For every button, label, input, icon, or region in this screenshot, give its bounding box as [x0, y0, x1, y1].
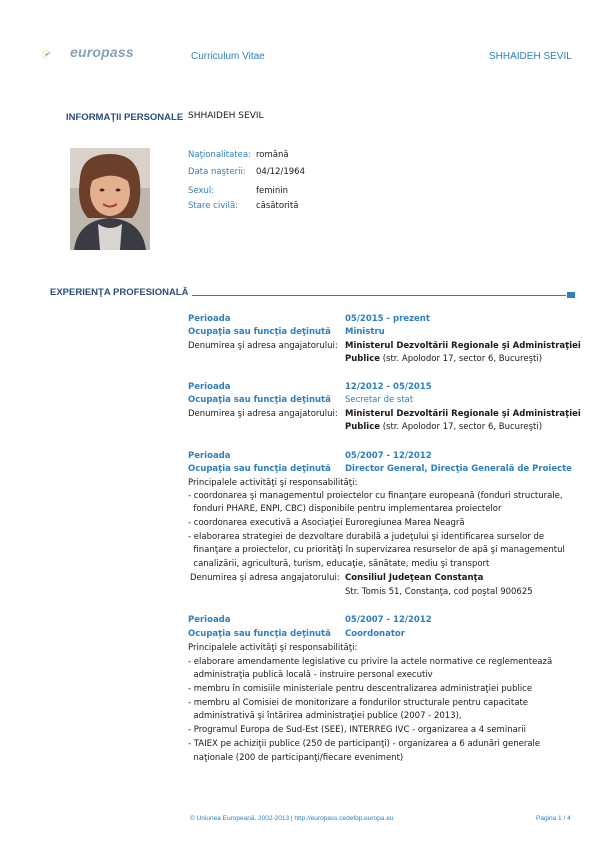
- entry2-job-label: Ocupaţia sau funcţia deţinută: [188, 395, 331, 405]
- entry1-period: 05/2015 - prezent: [345, 314, 430, 324]
- entry4-activity: - membru în comisiile ministeriale pentru descentralizarea administraţiei publice: [188, 684, 533, 694]
- entry3-job-label: Ocupaţia sau funcţia deţinută: [188, 464, 331, 474]
- entry4-activity: administraţia publică locală - instruire personal executiv: [188, 670, 433, 680]
- entry3-activity: - coordonarea şi managementul proiectelor cu finanţare europeană (fonduri structurale,: [188, 491, 563, 501]
- entry3-activity: fonduri PHARE, ENPI, CBC) disponibile pentru implementarea proiectelor: [188, 504, 502, 514]
- entry3-period-label: Perioada: [188, 451, 231, 461]
- entry3-activity: - coordonarea executivă a Asociaţiei Euroregiunea Marea Neagră: [188, 518, 465, 528]
- entry4-period-label: Perioada: [188, 615, 231, 625]
- profile-photo: [70, 148, 150, 250]
- footer-copyright: © Uniunea Europeană, 2002-2013 | http://europass.cedefop.europa.eu: [190, 815, 394, 822]
- europass-logo-icon: [42, 40, 72, 68]
- entry2-employer-bold: Publice: [345, 422, 380, 432]
- entry4-job: Coordonator: [345, 629, 405, 639]
- entry2-job: Secretar de stat: [345, 395, 414, 405]
- entry3-employer-label: Denumirea şi adresa angajatorului:: [190, 573, 340, 583]
- header-name: SHHAIDEH SEVIL: [489, 51, 572, 62]
- cv-title: Curriculum Vitae: [191, 51, 265, 62]
- entry2-employer-line1: Ministerul Dezvoltării Regionale şi Administraţiei: [345, 409, 581, 419]
- entry3-job: Director General, Direcţia Generală de Proiecte: [345, 464, 572, 474]
- entry4-activities-label: Principalele activităţi şi responsabilităţi:: [188, 643, 358, 653]
- sex-value: feminin: [256, 186, 288, 196]
- entry4-job-label: Ocupaţia sau funcţia deţinută: [188, 629, 331, 639]
- entry3-activity: canalizării, agricultură, turism, educaţie, sănătate, mediu şi transport: [188, 559, 490, 569]
- footer-page-number: Pagina 1 / 4: [536, 815, 571, 822]
- entry2-employer-line2: [345, 421, 542, 433]
- entry4-activity: administrativă şi întărirea administraţiei publice (2007 - 2013),: [188, 711, 462, 721]
- entry1-employer-address: (str. Apolodor 17, sector 6, Bucureşti): [380, 354, 543, 364]
- marital-label: Stare civilă:: [188, 201, 239, 211]
- entry3-activity: - elaborarea strategiei de dezvoltare durabilă a judeţului şi identificarea surselor de: [188, 532, 545, 542]
- personal-info-heading: INFORMAŢII PERSONALE: [66, 112, 184, 123]
- entry1-job-label: Ocupaţia sau funcţia deţinută: [188, 327, 331, 337]
- entry1-employer-line1: Ministerul Dezvoltării Regionale şi Administraţiei: [345, 341, 581, 351]
- entry1-employer-bold: Publice: [345, 354, 380, 364]
- portrait-image-icon: [70, 148, 150, 250]
- entry3-employer-line2: Str. Tomis 51, Constanţa, cod poştal 900625: [345, 587, 533, 597]
- entry4-activity: - Programul Europa de Sud-Est (SEE), INTERREG IVC - organizarea a 4 seminarii: [188, 725, 527, 735]
- entry4-period: 05/2007 - 12/2012: [345, 615, 432, 625]
- birthdate-label: Data naşterii:: [188, 167, 246, 177]
- europass-logo-text: [70, 44, 134, 60]
- person-name: SHHAIDEH SEVIL: [188, 111, 264, 121]
- entry3-activity: finanţare a proiectelor, cu priorităţi în supervizarea resurselor de apă şi managementul: [188, 545, 565, 555]
- nationality-value: română: [256, 150, 289, 160]
- entry2-employer-label: Denumirea şi adresa angajatorului:: [188, 409, 338, 419]
- divider-marker: [567, 292, 575, 298]
- section-divider: [192, 295, 566, 296]
- entry4-activity: naţionale (200 de participanţi/fiecare eveniment): [188, 753, 404, 763]
- entry1-employer-label: Denumirea şi adresa angajatorului:: [188, 341, 338, 351]
- entry1-employer-line2: [345, 353, 542, 365]
- entry4-activity: - membru al Comisiei de monitorizare a fondurilor structurale pentru capacitate: [188, 698, 528, 708]
- birthdate-value: 04/12/1964: [256, 167, 305, 177]
- nationality-label: Naţionalitatea:: [188, 150, 251, 160]
- entry4-activity: - elaborare amendamente legislative cu privire la actele normative ce reglementează: [188, 657, 553, 667]
- entry2-employer-address: (str. Apolodor 17, sector 6, Bucureşti): [380, 422, 543, 432]
- marital-value: căsătorită: [256, 201, 299, 211]
- entry2-period-label: Perioada: [188, 382, 231, 392]
- entry2-period: 12/2012 - 05/2015: [345, 382, 432, 392]
- entry3-activities-label: Principalele activităţi şi responsabilităţi:: [188, 478, 358, 488]
- sex-label: Sexul:: [188, 186, 215, 196]
- entry4-activity: - TAIEX pe achiziţii publice (250 de participanţi) - organizarea a 6 adunări generale: [188, 739, 541, 749]
- entry3-employer-line1: Consiliul Judeţean Constanţa: [345, 573, 484, 583]
- logo-word: europass: [70, 44, 134, 60]
- entry1-job: Ministru: [345, 327, 385, 337]
- experience-heading: EXPERIENŢA PROFESIONALĂ: [50, 287, 189, 298]
- entry3-period: 05/2007 - 12/2012: [345, 451, 432, 461]
- entry1-period-label: Perioada: [188, 314, 231, 324]
